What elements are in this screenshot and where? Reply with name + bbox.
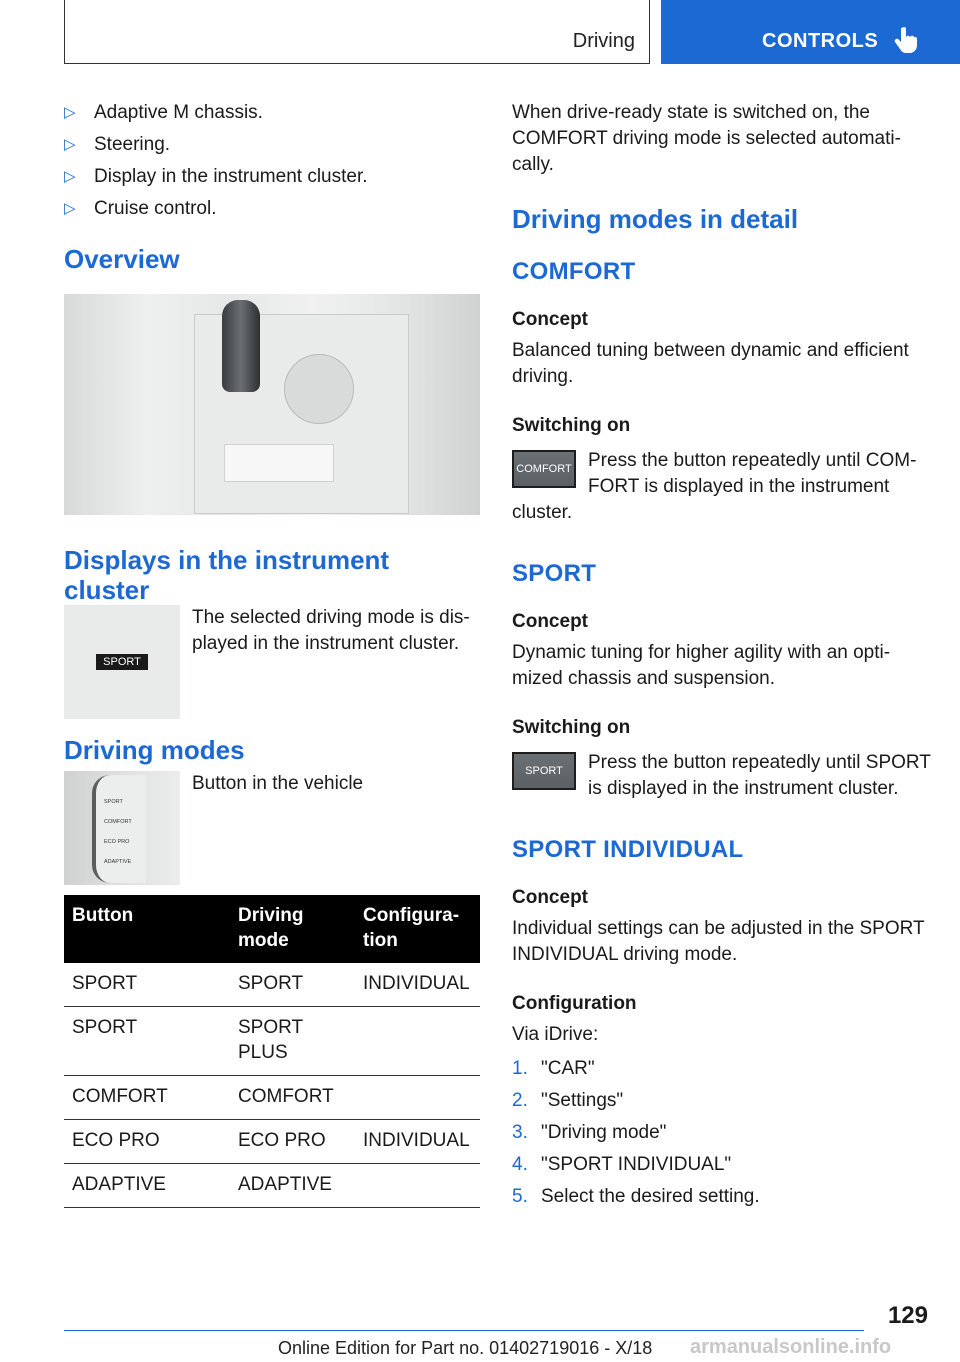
sport-heading: SPORT <box>512 560 597 587</box>
sport-display-badge: SPORT <box>96 654 148 670</box>
edition-text: Online Edition for Part no. 01402719016 - X/18 <box>278 1338 653 1358</box>
configuration-steps <box>512 1056 932 1210</box>
comfort-switch-block <box>512 448 932 526</box>
table-cell <box>355 1164 480 1208</box>
list-item: 5. Select the desired setting. <box>512 1186 760 1207</box>
sport-switch-block <box>512 750 932 802</box>
driving-modes-row <box>64 771 480 885</box>
table-cell <box>355 1076 480 1120</box>
comfort-button-image: COMFORT <box>512 450 576 488</box>
header-chapter-tab[interactable] <box>661 0 960 64</box>
comfort-switch-text: Press the button repeatedly until COM-FORT is displayed in the instrument cluster. <box>512 450 917 523</box>
table-cell: ECO PRO <box>64 1120 230 1164</box>
hand-pointer-icon <box>893 26 919 54</box>
table-row <box>64 963 480 1007</box>
table-cell: SPORT <box>64 1007 230 1076</box>
list-item: 4. "SPORT INDIVIDUAL" <box>512 1154 732 1175</box>
list-item: 3. "Driving mode" <box>512 1122 667 1143</box>
triangle-bullet-icon: ▷ <box>64 168 76 185</box>
strip-label: COMFORT <box>104 819 132 825</box>
triangle-bullet-icon: ▷ <box>64 104 76 121</box>
comfort-concept-text: Balanced tuning between dynamic and efficient driving. <box>512 340 909 387</box>
center-console-image <box>64 294 480 515</box>
table-cell: SPORT PLUS <box>230 1007 355 1076</box>
table-cell: ADAPTIVE <box>230 1164 355 1208</box>
table-cell: ECO PRO <box>230 1120 355 1164</box>
individual-concept-label: Concept <box>512 887 588 908</box>
mode-button-strip <box>92 775 146 883</box>
sport-switch-text: Press the button repeatedly until SPORT is displayed in the instrument cluster. <box>588 752 931 799</box>
triangle-bullet-icon: ▷ <box>64 200 76 217</box>
table-cell: COMFORT <box>230 1076 355 1120</box>
strip-label: SPORT <box>104 799 123 805</box>
table-header-row <box>64 895 480 963</box>
instrument-cluster-image <box>64 605 180 719</box>
triangle-bullet-icon: ▷ <box>64 136 76 153</box>
table-row <box>64 1076 480 1120</box>
individual-concept-text: Individual settings can be adjusted in the SPORT INDIVIDUAL driving mode. <box>512 918 925 965</box>
table-cell: INDIVIDUAL <box>355 963 480 1007</box>
table-cell: COMFORT <box>64 1076 230 1120</box>
driving-modes-text: Button in the vehicle <box>192 773 364 794</box>
overview-heading: Overview <box>64 244 180 274</box>
displays-text: The selected driving mode is dis-played in the instrument cluster. <box>192 607 470 654</box>
strip-label: ADAPTIVE <box>104 859 132 865</box>
list-item: 2. "Settings" <box>512 1090 624 1111</box>
sport-concept-label: Concept <box>512 611 588 632</box>
table-row <box>64 1120 480 1164</box>
individual-config-text: Via iDrive: <box>512 1024 599 1045</box>
driving-modes-table <box>64 895 480 1208</box>
table-cell <box>355 1007 480 1076</box>
mode-buttons-image <box>64 771 180 885</box>
comfort-heading: COMFORT <box>512 258 636 285</box>
strip-label: ECO PRO <box>104 839 130 845</box>
comfort-concept-label: Concept <box>512 309 588 330</box>
feature-bullet-list <box>64 100 480 222</box>
idrive-controller-knob <box>284 354 354 424</box>
displays-heading: Displays in the instrument cluster <box>64 545 390 605</box>
displays-row <box>64 605 480 719</box>
table-cell: ADAPTIVE <box>64 1164 230 1208</box>
sport-concept-text: Dynamic tuning for higher agility with an opti-mized chassis and suspension. <box>512 642 891 689</box>
list-item: ▷ Adaptive M chassis. <box>64 100 480 126</box>
left-column <box>64 100 480 1208</box>
driving-modes-heading: Driving modes <box>64 735 245 765</box>
col-header-configuration: Configura-tion <box>355 895 480 963</box>
table-row <box>64 1164 480 1208</box>
watermark-text: armanualsonline.info <box>690 1336 892 1358</box>
individual-config-label: Configuration <box>512 993 637 1014</box>
col-header-button: Button <box>64 895 230 963</box>
right-column <box>512 100 932 1216</box>
footer-divider <box>64 1330 864 1331</box>
table-row <box>64 1007 480 1076</box>
detail-heading: Driving modes in detail <box>512 204 799 234</box>
col-header-mode: Driving mode <box>230 895 355 963</box>
table-cell: SPORT <box>230 963 355 1007</box>
header-section-title: Driving <box>572 30 635 52</box>
sport-switch-label: Switching on <box>512 717 631 738</box>
header-chapter-title: CONTROLS <box>762 30 879 52</box>
table-cell: SPORT <box>64 963 230 1007</box>
intro-text: When drive-ready state is switched on, the COMFORT driving mode is selected automati-cally. <box>512 102 901 175</box>
list-item: 1. "CAR" <box>512 1058 595 1079</box>
header-section-box <box>64 0 650 64</box>
console-tray <box>224 444 334 482</box>
page-number: 129 <box>887 1302 928 1329</box>
gear-selector-lever <box>222 300 260 392</box>
list-item: ▷ Display in the instrument cluster. <box>64 164 480 190</box>
table-cell: INDIVIDUAL <box>355 1120 480 1164</box>
sport-button-image: SPORT <box>512 752 576 790</box>
list-item: ▷ Cruise control. <box>64 196 480 222</box>
list-item: ▷ Steering. <box>64 132 480 158</box>
sport-individual-heading: SPORT INDIVIDUAL <box>512 836 744 863</box>
comfort-switch-label: Switching on <box>512 415 631 436</box>
